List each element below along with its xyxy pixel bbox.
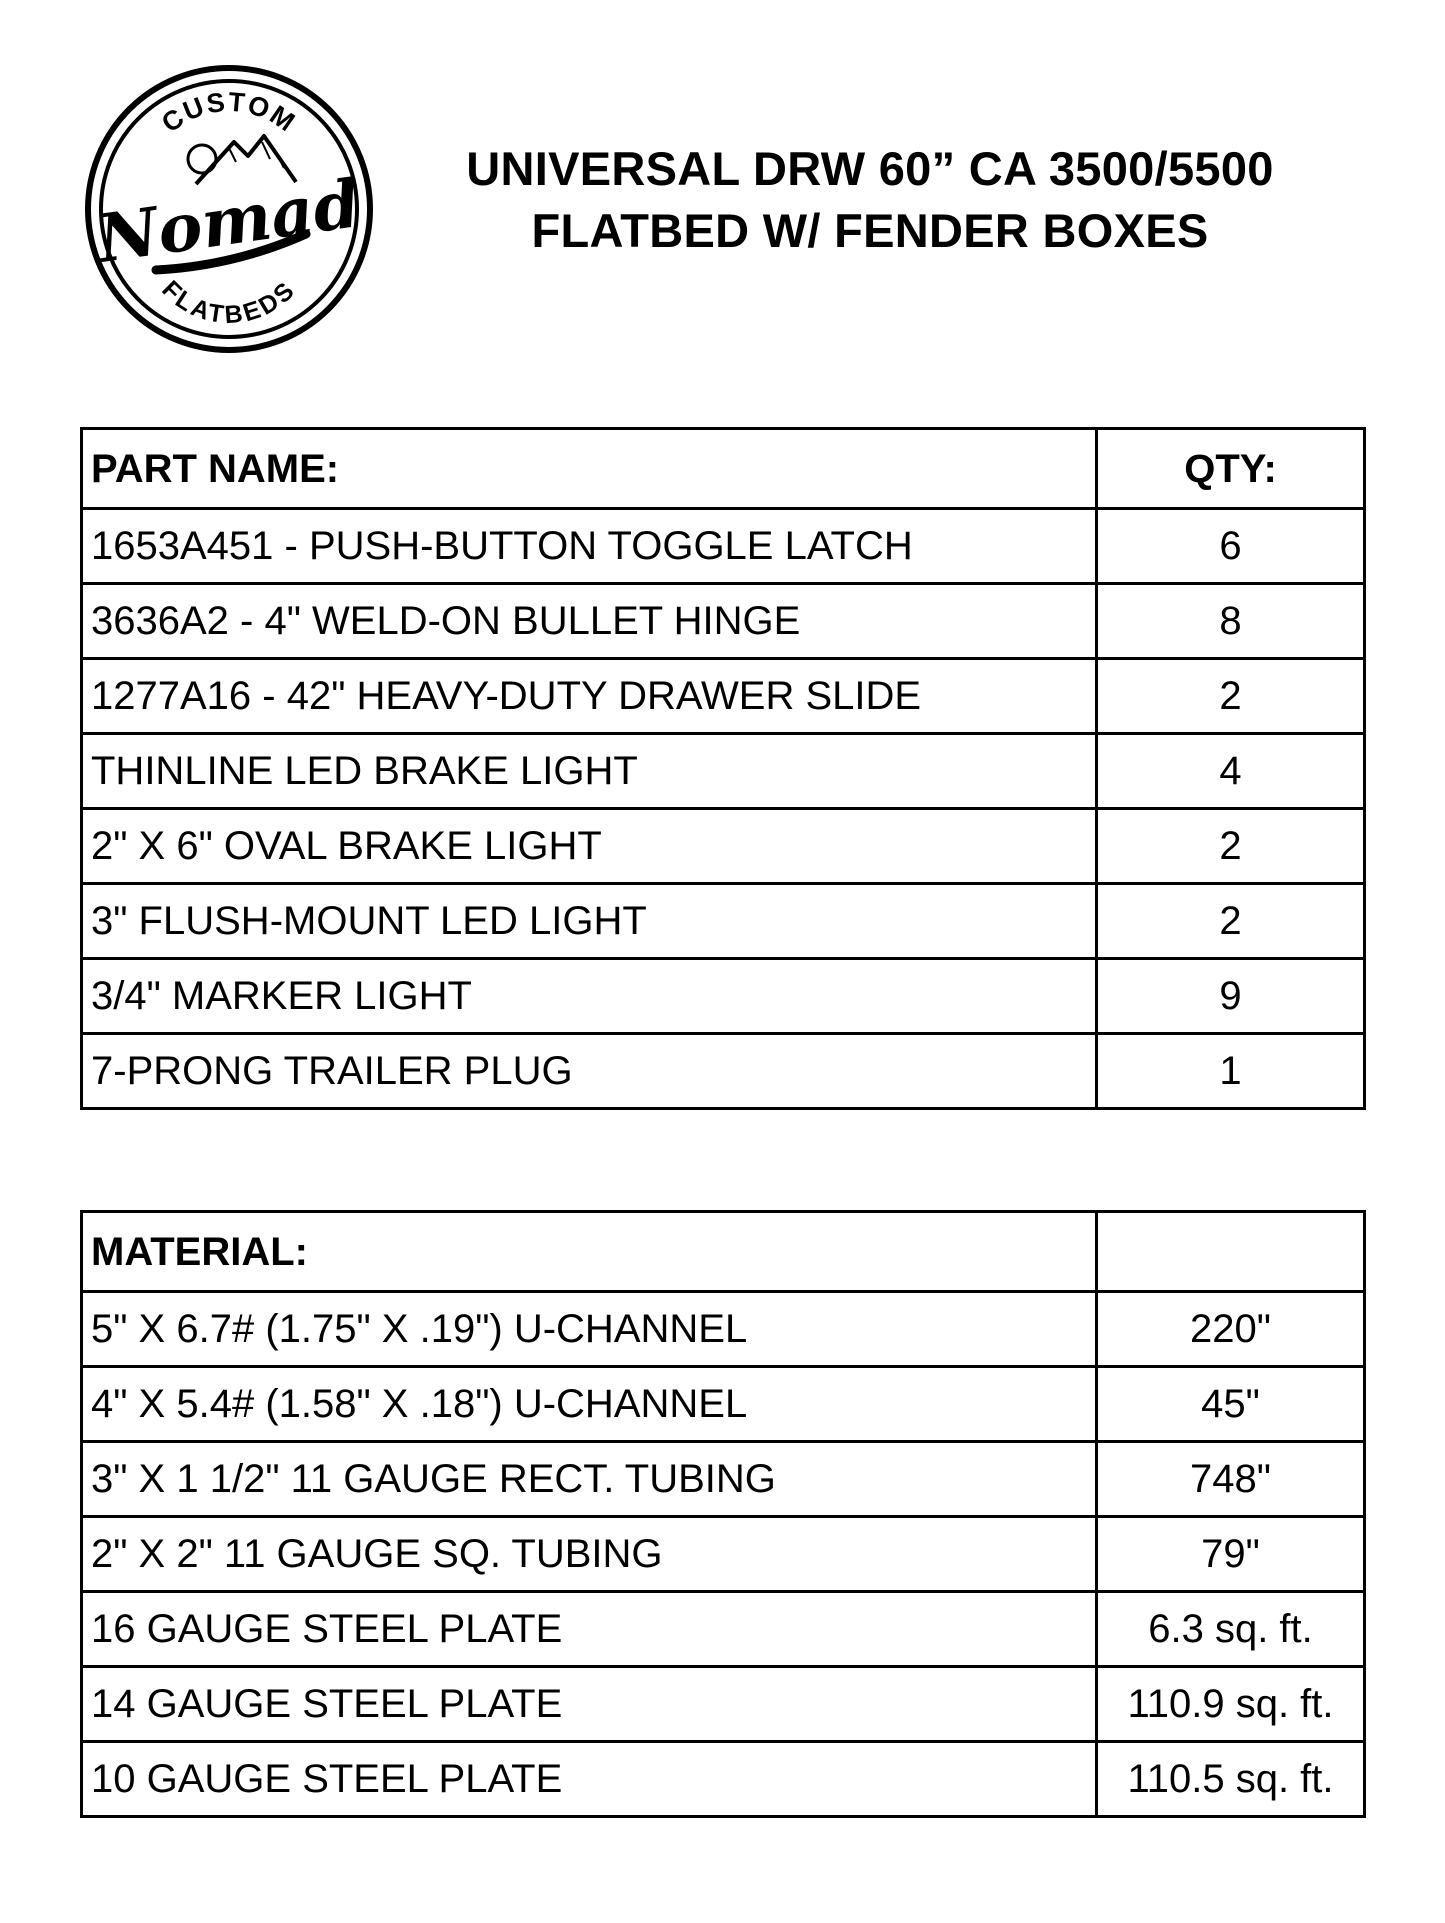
material-name-cell: 5" X 6.7# (1.75" X .19") U-CHANNEL (82, 1292, 1097, 1367)
logo-top-text: CUSTOM (156, 86, 302, 139)
qty-cell: 1 (1097, 1034, 1365, 1109)
table-row (82, 734, 1365, 809)
table-row (82, 884, 1365, 959)
nomad-custom-flatbeds-logo (84, 64, 374, 354)
amount-cell: 748" (1097, 1442, 1365, 1517)
materials-table (80, 1210, 1366, 1818)
table-row (82, 659, 1365, 734)
document-title (420, 138, 1320, 262)
table-row (82, 1034, 1365, 1109)
material-name-cell: 16 GAUGE STEEL PLATE (82, 1592, 1097, 1667)
qty-cell: 6 (1097, 509, 1365, 584)
part-name-cell: 7-PRONG TRAILER PLUG (82, 1034, 1097, 1109)
qty-cell: 4 (1097, 734, 1365, 809)
part-name-cell: 1277A16 - 42" HEAVY-DUTY DRAWER SLIDE (82, 659, 1097, 734)
amount-cell: 220" (1097, 1292, 1365, 1367)
qty-cell: 8 (1097, 584, 1365, 659)
logo-bottom-text: FLATBEDS (156, 275, 302, 330)
material-name-cell: 4" X 5.4# (1.58" X .18") U-CHANNEL (82, 1367, 1097, 1442)
qty-header: QTY: (1097, 429, 1365, 509)
table-row (82, 1742, 1365, 1817)
material-name-cell: 10 GAUGE STEEL PLATE (82, 1742, 1097, 1817)
qty-cell: 2 (1097, 809, 1365, 884)
qty-cell: 9 (1097, 959, 1365, 1034)
amount-header (1097, 1212, 1365, 1292)
part-name-cell: 3" FLUSH-MOUNT LED LIGHT (82, 884, 1097, 959)
amount-cell: 45" (1097, 1367, 1365, 1442)
qty-cell: 2 (1097, 884, 1365, 959)
parts-table (80, 427, 1366, 1110)
amount-cell: 6.3 sq. ft. (1097, 1592, 1365, 1667)
material-name-cell: 3" X 1 1/2" 11 GAUGE RECT. TUBING (82, 1442, 1097, 1517)
table-row (82, 959, 1365, 1034)
qty-cell: 2 (1097, 659, 1365, 734)
part-name-cell: 3/4" MARKER LIGHT (82, 959, 1097, 1034)
material-name-cell: 2" X 2" 11 GAUGE SQ. TUBING (82, 1517, 1097, 1592)
amount-cell: 110.9 sq. ft. (1097, 1667, 1365, 1742)
part-name-cell: 1653A451 - PUSH-BUTTON TOGGLE LATCH (82, 509, 1097, 584)
material-header: MATERIAL: (82, 1212, 1097, 1292)
table-row (82, 584, 1365, 659)
parts-header-row (82, 429, 1365, 509)
material-name-cell: 14 GAUGE STEEL PLATE (82, 1667, 1097, 1742)
part-name-cell: 3636A2 - 4" WELD-ON BULLET HINGE (82, 584, 1097, 659)
table-row (82, 1442, 1365, 1517)
title-line-1: UNIVERSAL DRW 60” CA 3500/5500 (466, 142, 1274, 195)
materials-header-row (82, 1212, 1365, 1292)
table-row (82, 1667, 1365, 1742)
title-line-2: FLATBED W/ FENDER BOXES (531, 204, 1209, 257)
table-row (82, 1292, 1365, 1367)
part-name-cell: 2" X 6" OVAL BRAKE LIGHT (82, 809, 1097, 884)
amount-cell: 110.5 sq. ft. (1097, 1742, 1365, 1817)
table-row (82, 509, 1365, 584)
part-name-header: PART NAME: (82, 429, 1097, 509)
amount-cell: 79" (1097, 1517, 1365, 1592)
table-row (82, 1367, 1365, 1442)
table-row (82, 1517, 1365, 1592)
table-row (82, 1592, 1365, 1667)
logo-script-text: Nomad (92, 164, 365, 278)
table-row (82, 809, 1365, 884)
part-name-cell: THINLINE LED BRAKE LIGHT (82, 734, 1097, 809)
